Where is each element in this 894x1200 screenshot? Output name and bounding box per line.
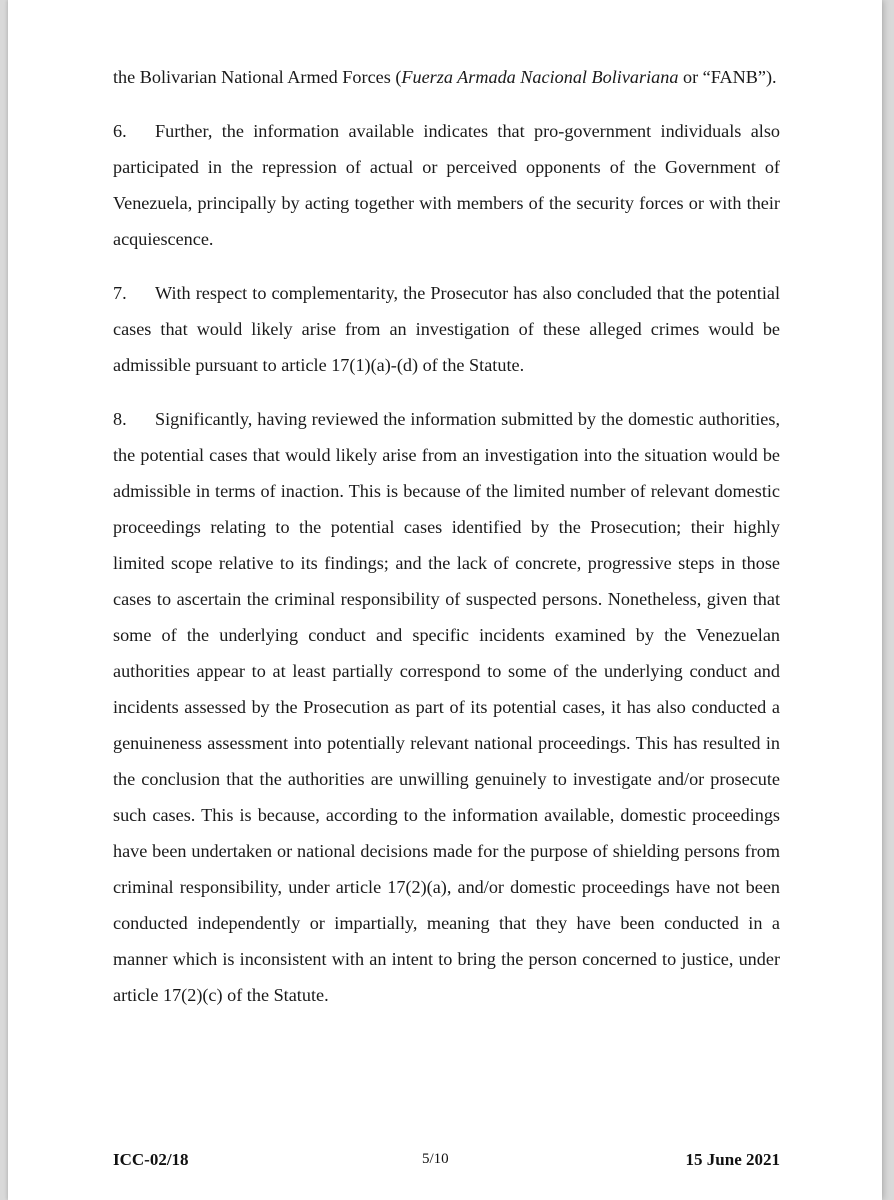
continuation-text-after: or “FANB”). (678, 67, 777, 87)
paragraph-text: With respect to complementarity, the Prosecutor has also concluded that the potential cases that would likely arise from an investigation of these alleged crimes would be admissible pursuant to article 17(1)(a)-(d) of the Statute. (113, 283, 780, 375)
paragraph-text: Further, the information available indicates that pro-government individuals also participated in the repression of actual or perceived opponents of the Government of Venezuela, principally by acting together with members of the security forces or with their acquiescence. (113, 121, 780, 249)
continuation-italic-term: Fuerza Armada Nacional Bolivariana (401, 67, 679, 87)
document-body (113, 59, 780, 1031)
continuation-paragraph (113, 59, 780, 95)
paragraph-number: 8. (113, 409, 127, 429)
continuation-text-before: the Bolivarian National Armed Forces ( (113, 67, 402, 87)
document-date: 15 June 2021 (685, 1150, 780, 1169)
paragraph-number: 6. (113, 121, 127, 141)
paragraph-text: Significantly, having reviewed the information submitted by the domestic authorities, the potential cases that would likely arise from an investigation into the situation would be admissible in terms of inaction. This is because of the limited number of relevant domestic proceedings relating to the potential cases identified by the Prosecution; their highly limited scope relative to its findings; and the lack of concrete, progressive steps in those cases to ascertain the criminal responsibility of suspected persons. Nonetheless, given that some of the underlying conduct and specific incidents examined by the Venezuelan authorities appear to at least partially correspond to some of the underlying conduct and incidents assessed by the Prosecution as part of its potential cases, it has also conducted a genuineness assessment into potentially relevant national proceedings. This has resulted in the conclusion that the authorities are unwilling genuinely to investigate and/or prosecute such cases. This is because, according to the information available, domestic proceedings have been undertaken or national decisions made for the purpose of shielding persons from criminal responsibility, under article 17(2)(a), and/or domestic proceedings have not been conducted independently or impartially, meaning that they have been conducted in a manner which is inconsistent with an intent to bring the person concerned to justice, under article 17(2)(c) of the Statute. (113, 409, 780, 1005)
page-number: 5/10 (422, 1151, 449, 1167)
page-footer (113, 1150, 780, 1178)
document-page (8, 0, 882, 1200)
paragraph-6 (113, 113, 780, 257)
case-number: ICC-02/18 (113, 1150, 189, 1169)
paragraph-7 (113, 275, 780, 383)
paragraph-8 (113, 401, 780, 1013)
paragraph-number: 7. (113, 283, 127, 303)
